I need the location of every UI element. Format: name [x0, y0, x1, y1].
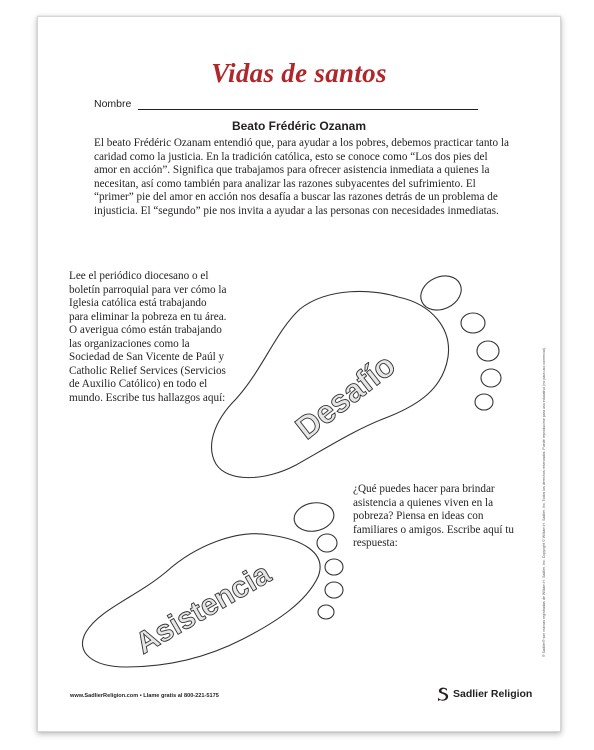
- assistance-big-toe: [292, 500, 336, 535]
- challenge-foot-word: Desafío: [288, 346, 402, 447]
- assistance-foot-word: Asistencia: [130, 556, 277, 661]
- assistance-toe-5: [318, 605, 334, 619]
- intro-paragraph: El beato Frédéric Ozanam entendió que, para ayudar a los pobres, debemos practicar tanto la caridad como la justicia. En la tradición católica, esto se conoce como “Los dos pies del amor en acción”. Significa que trabajamos para ofrecer asistencia inmediata a quienes la necesitan, así como también para analizar las razones subyacentes del sufrimiento. El “primer” pie del amor en acción nos desafía a buscar las razones detrás de un problema de injusticia. El “segundo” pie nos invita a ayudar a las personas con necesidades inmediatas.: [94, 137, 510, 217]
- name-label: Nombre: [94, 98, 132, 110]
- challenge-big-toe: [415, 270, 467, 317]
- side-legal-text: ® Sadlier® son marcas registradas de William H. Sadlier, Inc. Copyright © William H. Sadlier, Inc. Todos los derechos reservados. Puede reproducirse para uso educativo (no para uso comercial).: [542, 347, 546, 657]
- challenge-toe-2: [461, 313, 485, 333]
- assistance-prompt: ¿Qué puedes hacer para brindar asistencia a quienes viven en la pobreza? Piensa en ideas con familiares o amigos. Escribe aquí tu respuesta:: [353, 483, 514, 549]
- logo-text: Sadlier Religion: [453, 688, 533, 700]
- challenge-toe-4: [481, 369, 501, 387]
- challenge-prompt: Lee el periódico diocesano o el boletín parroquial para ver cómo la Iglesia católica está trabajando para eliminar la pobreza en tu área. O averigua cómo están trabajando las organizaciones como la Sociedad de San Vicente de Paúl y Catholic Relief Services (Servicios de Auxilio Católico) en todo el mundo. Escribe tus hallazgos aquí:: [69, 270, 227, 404]
- worksheet-page: [37, 16, 561, 732]
- side-legal-notice: [536, 327, 548, 657]
- sadlier-s-logo-icon: [436, 686, 450, 702]
- assistance-toe-4: [325, 582, 343, 598]
- assistance-toe-3: [325, 559, 343, 575]
- sadlier-logo: [436, 686, 532, 702]
- challenge-toe-3: [477, 341, 499, 361]
- footer-contact: www.SadlierReligion.com • Llame gratis al 800-221-5175: [70, 693, 219, 699]
- challenge-toe-5: [475, 394, 493, 410]
- assistance-toe-2: [317, 534, 337, 552]
- worksheet-title: Vidas de santos: [211, 58, 387, 88]
- footprints-illustration: [38, 17, 560, 731]
- section-heading: Beato Frédéric Ozanam: [231, 119, 367, 133]
